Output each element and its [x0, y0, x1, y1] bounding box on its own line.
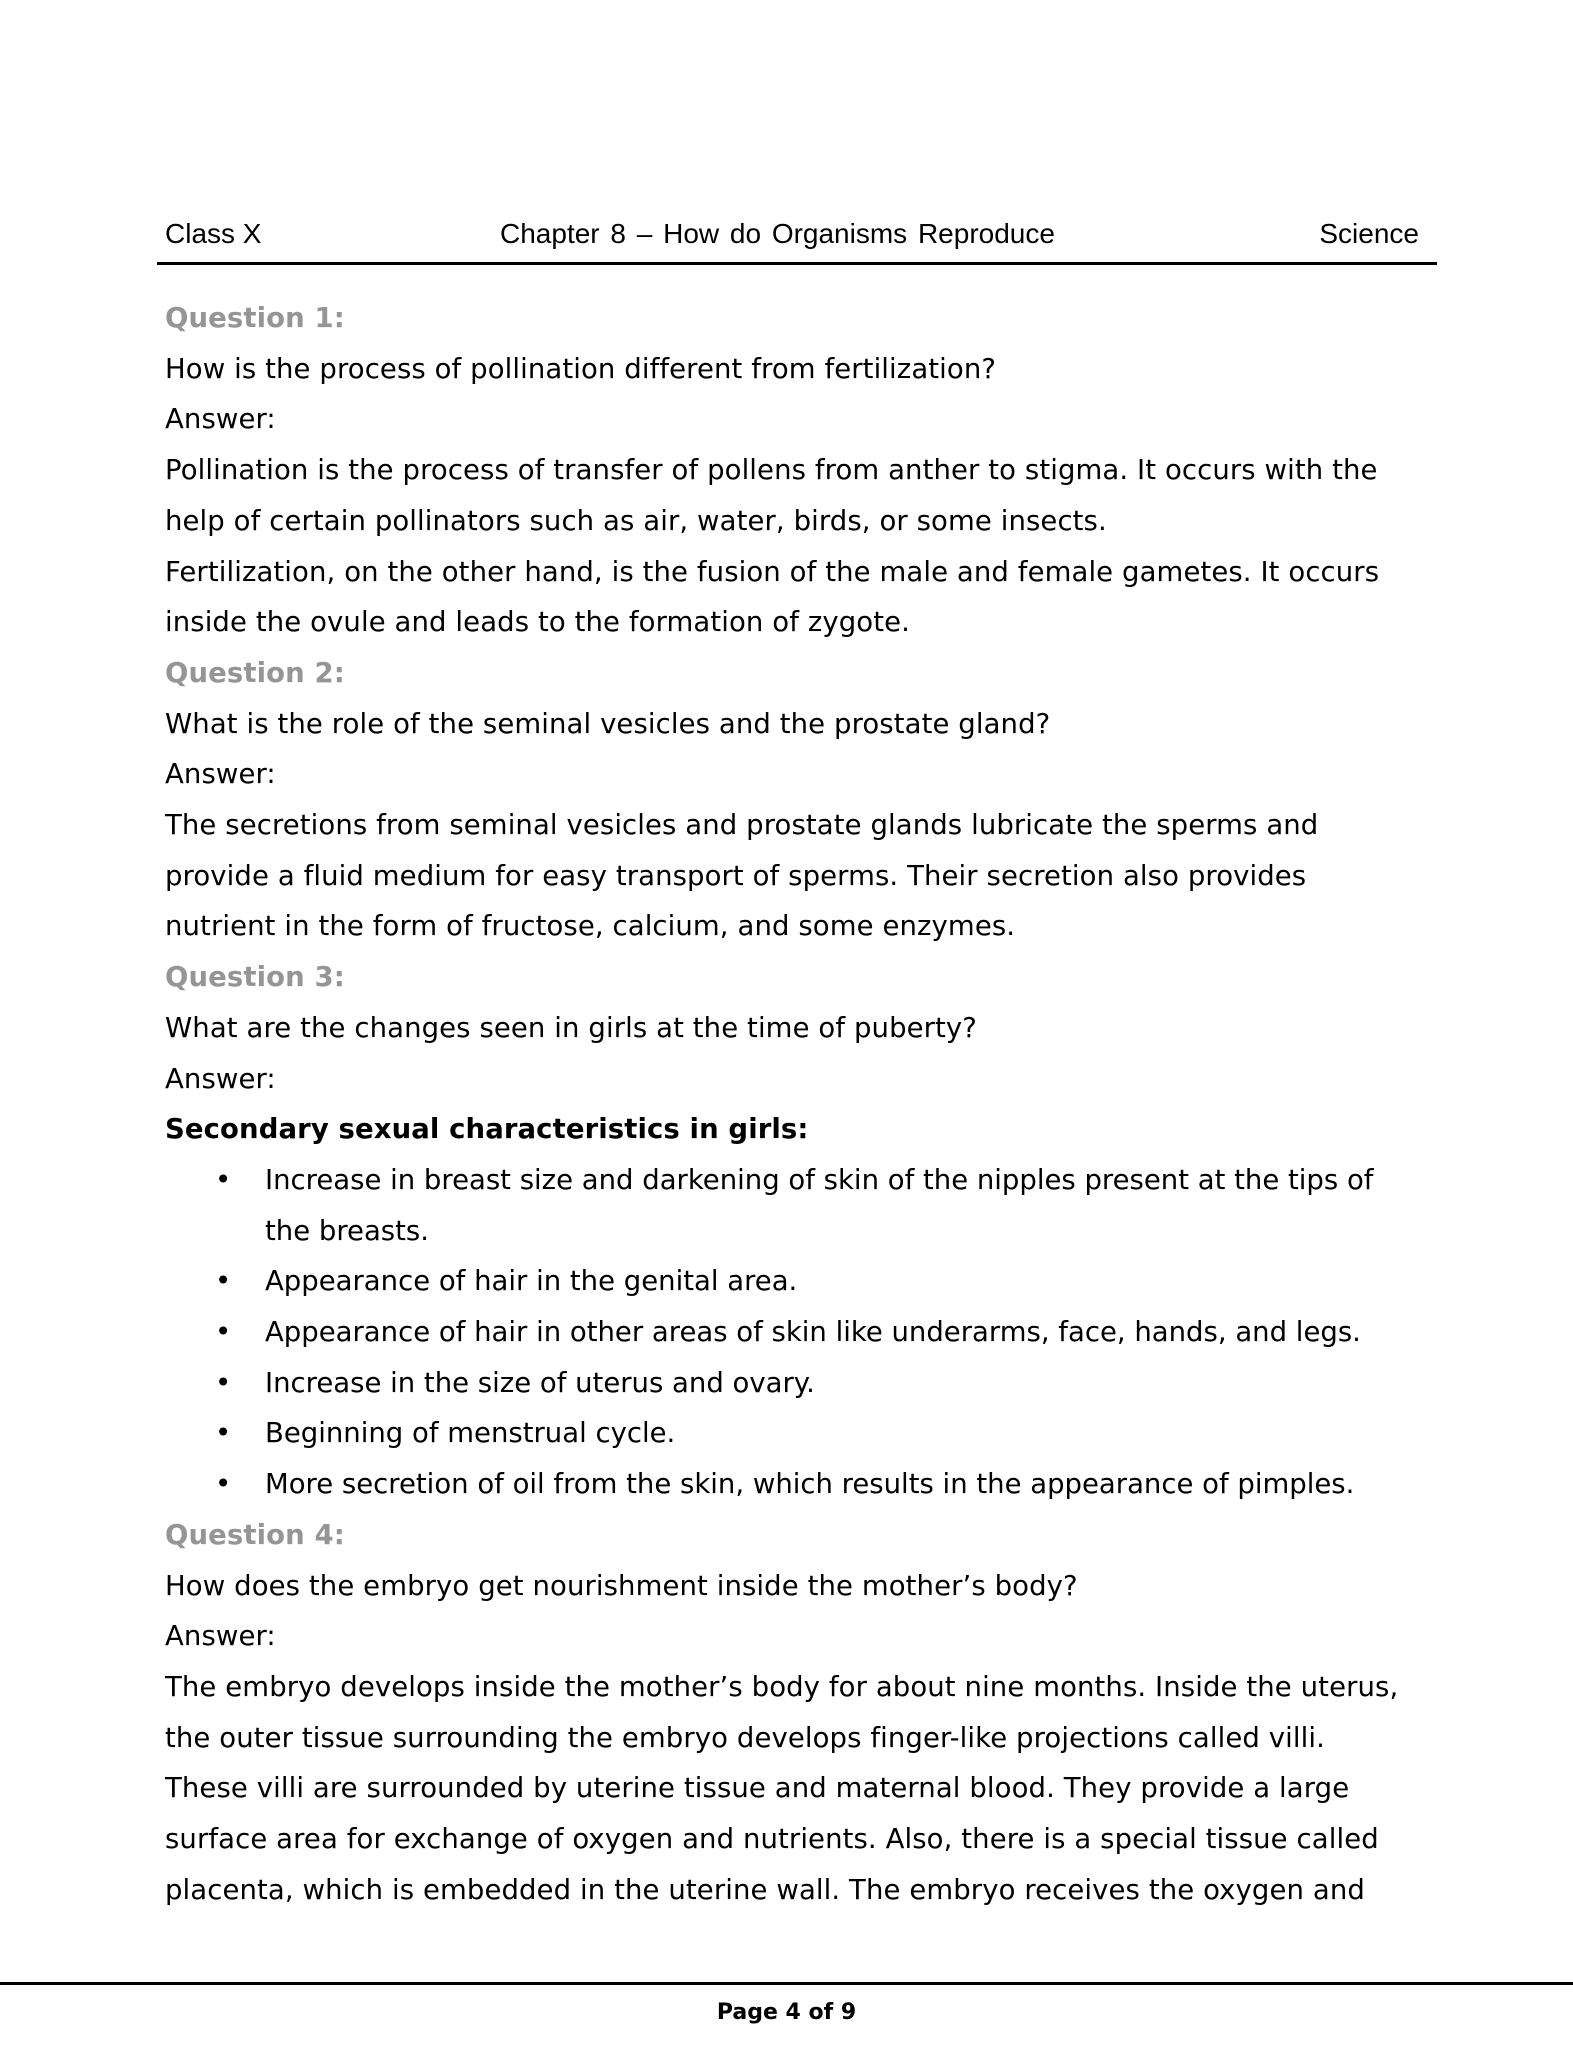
header-subject: Science — [1319, 218, 1419, 249]
bullet-text: Appearance of hair in the genital area. — [265, 1265, 798, 1298]
bullet-text: Appearance of hair in other areas of skin like underarms, face, hands, and legs. — [265, 1316, 1361, 1349]
header-class: Class X — [165, 218, 262, 249]
answer-line: placenta, which is embedded in the uterine wall. The embryo receives the oxygen and — [165, 1873, 1365, 1906]
bullet-item — [165, 1155, 1405, 1256]
answer-label: Answer: — [165, 758, 276, 791]
answer-line: These villi are surrounded by uterine tissue and maternal blood. They provide a large — [165, 1772, 1350, 1805]
question-text: What are the changes seen in girls at the time of puberty? — [165, 1011, 978, 1044]
question-block-1 — [165, 293, 1435, 648]
bullet-item — [165, 1307, 1435, 1358]
bullet-item — [165, 1256, 1435, 1307]
bullet-text: Increase in breast size and darkening of skin of the nipples present at the tips of the breasts. — [265, 1163, 1374, 1247]
bullet-item — [165, 1459, 1435, 1510]
question-text: What is the role of the seminal vesicles and the prostate gland? — [165, 707, 1051, 740]
bullet-icon: • — [215, 1316, 232, 1349]
bullet-icon: • — [215, 1163, 232, 1196]
answer-label: Answer: — [165, 403, 276, 436]
page-number: Page 4 of 9 — [716, 2000, 857, 2025]
answer-line: surface area for exchange of oxygen and nutrients. Also, there is a special tissue called — [165, 1823, 1379, 1856]
answer-line: Pollination is the process of transfer of pollens from anther to stigma. It occurs with the — [165, 454, 1378, 487]
bullet-item — [165, 1358, 1435, 1409]
bullet-icon: • — [215, 1417, 232, 1450]
answer-line: inside the ovule and leads to the formation of zygote. — [165, 606, 910, 639]
answer-line: provide a fluid medium for easy transport of sperms. Their secretion also provides — [165, 859, 1307, 892]
question-block-4 — [165, 1510, 1435, 1916]
question-text: How is the process of pollination different from fertilization? — [165, 352, 997, 385]
answer-subheading: Secondary sexual characteristics in girls: — [165, 1113, 809, 1146]
header-chapter-title: Chapter 8 – How do Organisms Reproduce — [500, 218, 1055, 249]
bullet-icon: • — [215, 1366, 232, 1399]
answer-line: Fertilization, on the other hand, is the fusion of the male and female gametes. It occurs — [165, 555, 1380, 588]
question-label: Question 4: — [165, 1518, 345, 1551]
bullet-icon: • — [215, 1265, 232, 1298]
answer-line: The secretions from seminal vesicles and prostate glands lubricate the sperms and — [165, 809, 1319, 842]
question-label: Question 2: — [165, 656, 345, 689]
bullet-text: Increase in the size of uterus and ovary. — [265, 1366, 815, 1399]
bullet-text: Beginning of menstrual cycle. — [265, 1417, 676, 1450]
answer-line: help of certain pollinators such as air, water, birds, or some insects. — [165, 504, 1107, 537]
answer-label: Answer: — [165, 1620, 276, 1653]
answer-line: The embryo develops inside the mother’s body for about nine months. Inside the uterus, — [165, 1670, 1399, 1703]
bullet-icon: • — [215, 1468, 232, 1501]
question-label: Question 3: — [165, 961, 345, 994]
question-block-2 — [165, 648, 1435, 952]
answer-line: the outer tissue surrounding the embryo develops finger-like projections called villi. — [165, 1721, 1325, 1754]
answer-label: Answer: — [165, 1062, 276, 1095]
footer-divider — [0, 1982, 1573, 1985]
question-label: Question 1: — [165, 302, 345, 334]
page-content — [165, 293, 1435, 1916]
question-text: How does the embryo get nourishment inside the mother’s body? — [165, 1569, 1078, 1602]
bullet-item — [165, 1408, 1435, 1459]
answer-line: nutrient in the form of fructose, calcium, and some enzymes. — [165, 910, 1016, 943]
bullet-text: More secretion of oil from the skin, which results in the appearance of pimples. — [265, 1468, 1355, 1501]
bullet-list — [165, 1155, 1435, 1510]
page-header — [157, 212, 1437, 265]
question-block-3 — [165, 952, 1435, 1510]
